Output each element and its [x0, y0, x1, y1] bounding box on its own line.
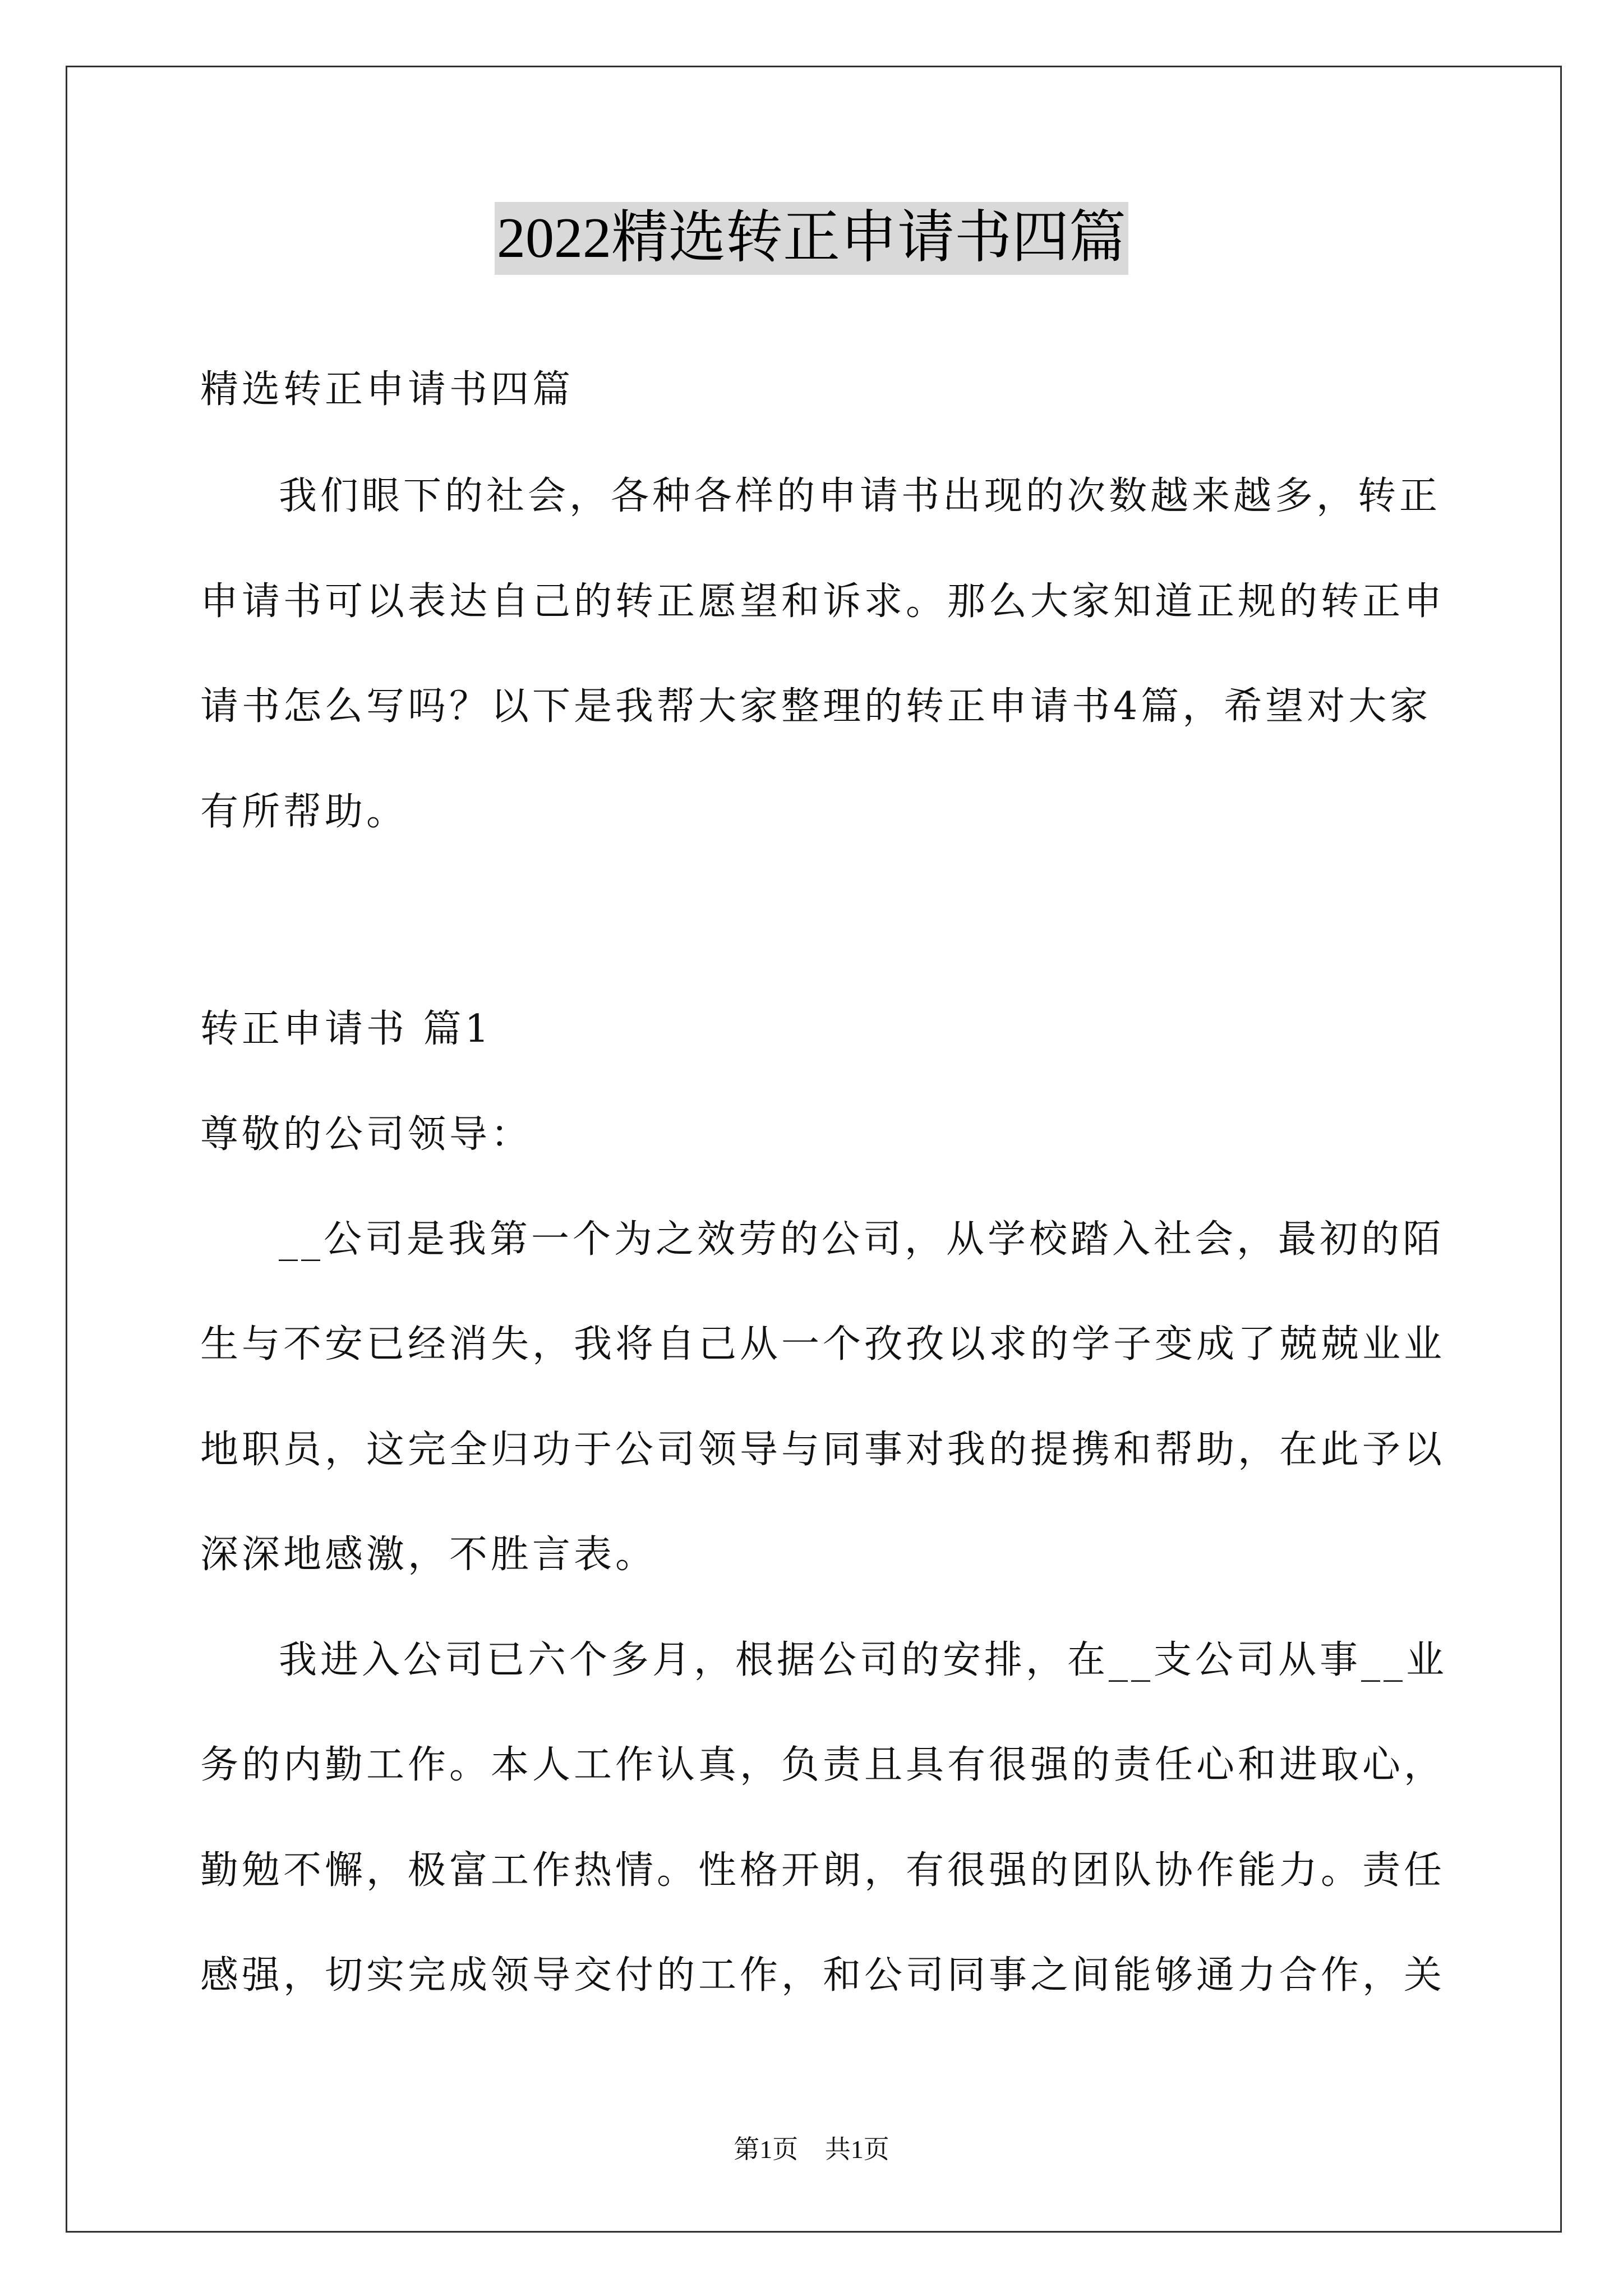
paragraph-line: 务的内勤工作。本人工作认真，负责且具有很强的责任心和进取心，: [200, 1743, 1446, 1787]
page-number-total: 共1页: [824, 2135, 889, 2164]
paragraph-line: 我们眼下的社会，各种各样的申请书出现的次数越来越多，转正: [279, 474, 1441, 518]
paragraph-line: 感强，切实完成领导交付的工作，和公司同事之间能够通力合作，关: [200, 1953, 1446, 1998]
paragraph-line: 申请书可以表达自己的转正愿望和诉求。那么大家知道正规的转正申: [200, 579, 1446, 624]
paragraph-line: 有所帮助。: [200, 790, 408, 834]
paragraph-line: __公司是我第一个为之效劳的公司，从学校踏入社会，最初的陌: [279, 1217, 1445, 1262]
paragraph-line: 请书怎么写吗？以下是我帮大家整理的转正申请书4篇，希望对大家: [200, 684, 1432, 729]
paragraph-line: 深深地感激，不胜言表。: [200, 1533, 657, 1577]
paragraph-line: 生与不安已经消失，我将自己从一个孜孜以求的学子变成了兢兢业业: [200, 1322, 1446, 1366]
document-title: 2022精选转正申请书四篇: [495, 202, 1128, 275]
page-footer: [0, 2129, 1623, 2166]
paragraph-line: 地职员，这完全归功于公司领导与同事对我的提携和帮助，在此予以: [200, 1428, 1446, 1472]
salutation-line: 尊敬的公司领导：: [200, 1112, 533, 1157]
paragraph-line: 勤勉不懈，极富工作热情。性格开朗，有很强的团队协作能力。责任: [200, 1848, 1446, 1893]
section-heading: 转正申请书 篇1: [200, 1007, 492, 1051]
page-number-current: 第1页: [734, 2135, 799, 2164]
title-wrap: [0, 202, 1623, 275]
paragraph-line: 我进入公司已六个多月，根据公司的安排，在__支公司从事__业: [279, 1638, 1448, 1682]
subtitle-line: 精选转正申请书四篇: [200, 367, 574, 412]
